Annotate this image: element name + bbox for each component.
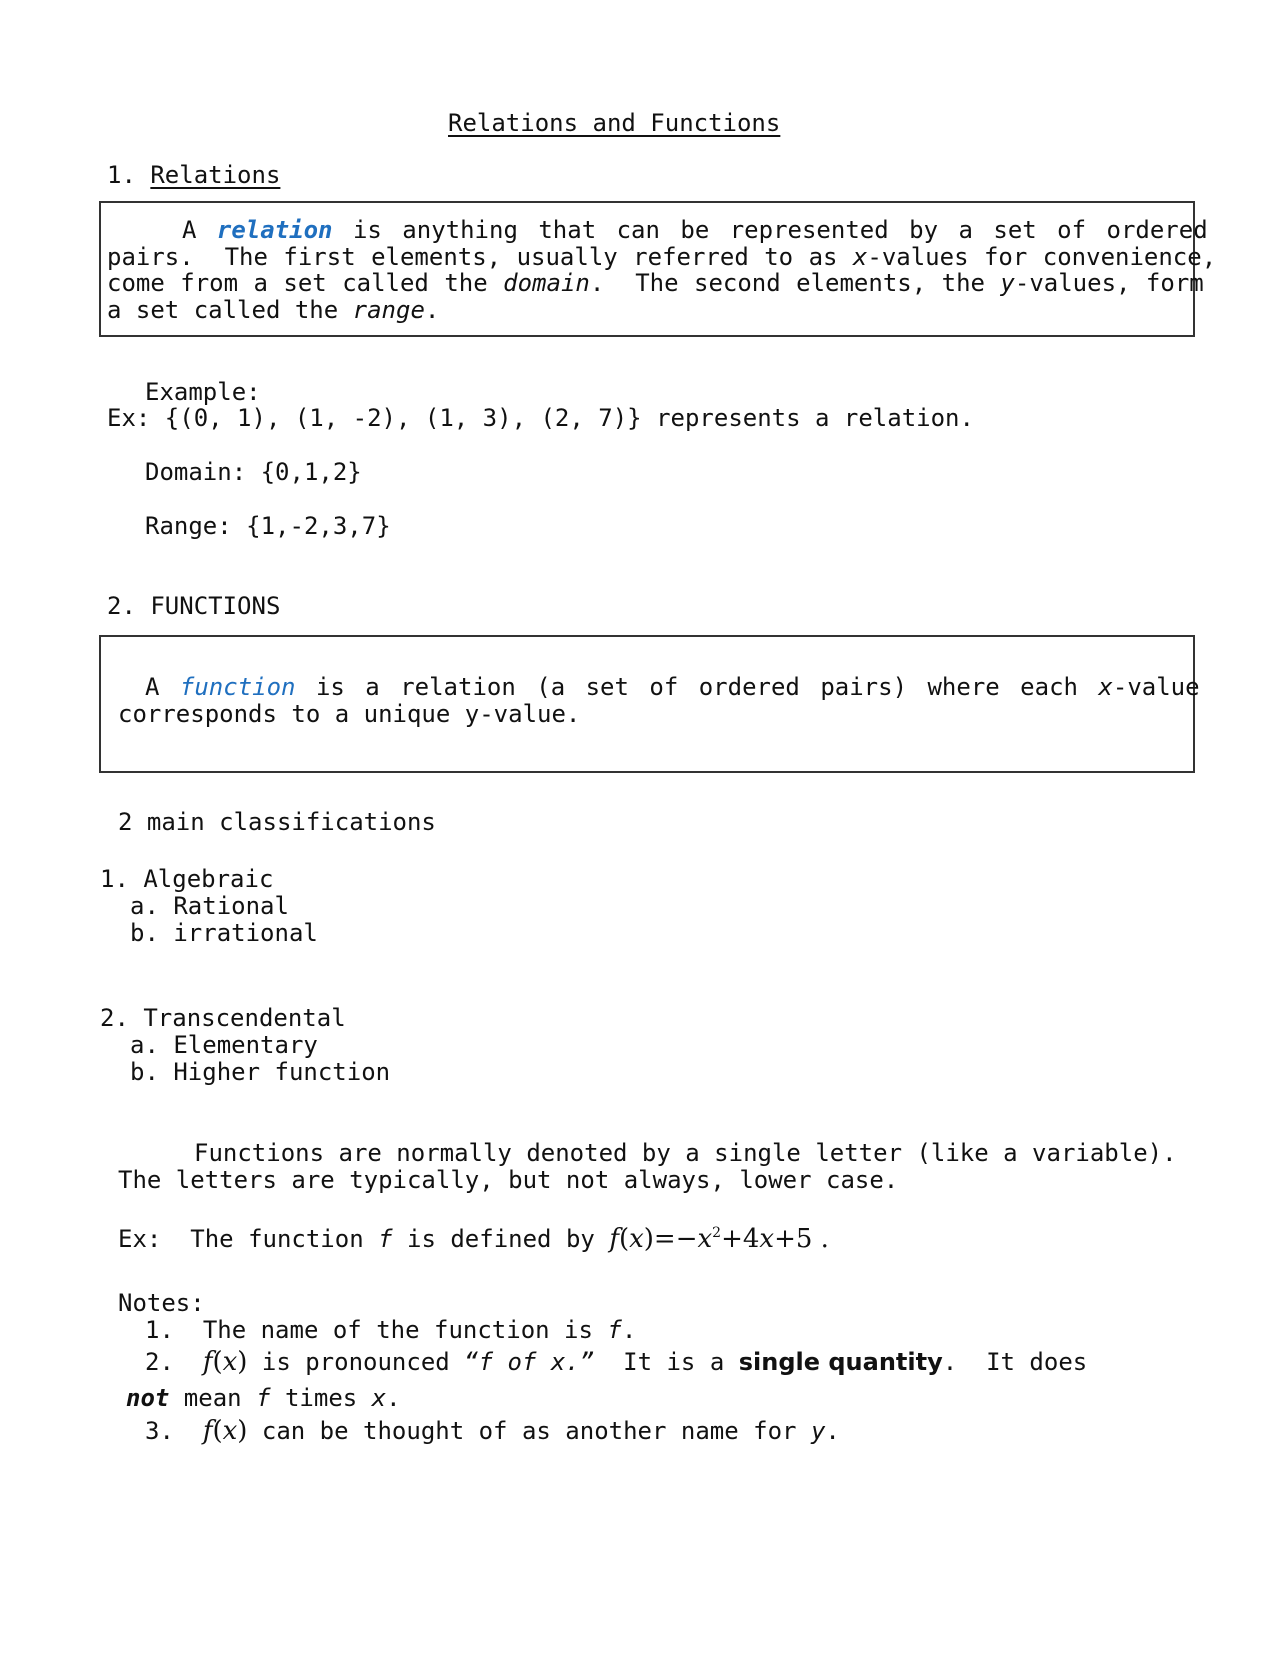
formula-x2: x: [697, 1224, 713, 1254]
relation-y-var: y: [1000, 269, 1015, 297]
note-2-text-a: is pronounced: [247, 1348, 465, 1376]
formula-rparen: ): [643, 1224, 654, 1254]
ex2-formula: [609, 1224, 829, 1254]
note-3-period: .: [825, 1417, 840, 1445]
note-2-x: x: [222, 1347, 238, 1377]
note-3-lparen: (: [212, 1416, 223, 1446]
relation-line-3-a: come from a set called the: [107, 269, 504, 297]
note-1-f: f: [607, 1316, 622, 1344]
note-3-number: 3.: [145, 1417, 174, 1445]
formula-plus-4: +4: [721, 1224, 760, 1254]
class-algebraic: 1. Algebraic: [100, 865, 274, 893]
note-2-bold: single quantity: [738, 1348, 943, 1376]
note-2-fx: [203, 1347, 248, 1377]
note-2-f: f: [202, 1347, 213, 1377]
relation-line-3-c: -values, form: [1014, 269, 1204, 297]
example-statement: Ex: {(0, 1), (1, -2), (1, 3), (2, 7)} represents a relation.: [107, 404, 974, 432]
relation-line-1: [182, 218, 1208, 242]
section-2-number: 2.: [107, 592, 136, 620]
section-2-title: FUNCTIONS: [150, 592, 281, 620]
note-3-fx: [203, 1416, 248, 1446]
note-2-not: not: [126, 1384, 170, 1412]
function-line-1: [145, 675, 1200, 699]
note-3-rparen: ): [237, 1416, 248, 1446]
note-2-text-e: times: [270, 1384, 372, 1412]
class-irrational: b. irrational: [130, 919, 318, 947]
note-1-period: .: [621, 1316, 637, 1344]
denote-line-1: Functions are normally denoted by a single letter (like a variable).: [194, 1139, 1177, 1167]
note-2-period: .: [386, 1384, 401, 1412]
section-1-number: 1.: [107, 161, 136, 189]
relation-line-1-b: is anything that can be represented by a set of ordered: [332, 216, 1208, 244]
relation-line-2-b: -values for convenience,: [867, 243, 1217, 271]
note-2-line-1: [145, 1349, 1087, 1375]
formula-x3: x: [759, 1224, 775, 1254]
relation-x-var: x: [852, 243, 868, 271]
note-2-number: 2.: [145, 1348, 174, 1376]
note-1: [145, 1318, 636, 1342]
relation-line-4-a: a set called the: [107, 296, 353, 324]
example-label: Example:: [145, 378, 261, 406]
note-1-number: 1.: [145, 1316, 174, 1344]
function-line-1-b: is a relation (a set of ordered pairs) where each: [295, 673, 1099, 701]
function-line-1-a: A: [145, 673, 180, 701]
relation-line-4: [107, 298, 439, 322]
relation-range-term: range: [352, 296, 425, 324]
function-line-2: corresponds to a unique y-value.: [118, 700, 581, 728]
class-transcendental: 2. Transcendental: [100, 1004, 346, 1032]
relation-line-2-a: pairs. The first elements, usually referred to as: [107, 243, 853, 271]
formula-equals: =−: [653, 1224, 698, 1254]
function-term: function: [179, 673, 296, 701]
relation-line-3-b: . The second elements, the: [589, 269, 1001, 297]
formula-f: f: [609, 1224, 619, 1254]
formula-lparen: (: [618, 1224, 630, 1254]
note-2-quote: “f of x.”: [464, 1348, 595, 1376]
class-rational: a. Rational: [130, 892, 289, 920]
ex2-text-b: is defined by: [392, 1225, 610, 1253]
note-1-text: The name of the function is: [202, 1316, 608, 1344]
section-1-heading: [107, 163, 280, 187]
relation-line-3: [107, 271, 1204, 295]
notes-label: Notes:: [118, 1289, 205, 1317]
note-2-lparen: (: [212, 1347, 223, 1377]
note-3: [145, 1418, 840, 1444]
relation-line-4-b: .: [424, 296, 440, 324]
formula-plus-5: +5: [774, 1224, 813, 1254]
function-x-var: x: [1098, 673, 1113, 701]
note-2-f2: f: [256, 1384, 271, 1412]
denote-line-2: The letters are typically, but not always, lower case.: [118, 1166, 899, 1194]
note-2-line-2: [126, 1386, 401, 1410]
formula-x: x: [629, 1224, 644, 1254]
section-1-title: Relations: [150, 161, 281, 189]
page-title: Relations and Functions: [448, 109, 781, 137]
note-2-text-c: . It does: [942, 1348, 1088, 1376]
ex2-label: Ex:: [118, 1225, 162, 1253]
class-elementary: a. Elementary: [130, 1031, 318, 1059]
class-higher: b. Higher function: [130, 1058, 391, 1086]
note-2-rparen: ): [237, 1347, 248, 1377]
relation-term: relation: [216, 216, 333, 244]
classifications-heading: 2 main classifications: [118, 808, 436, 836]
example-domain: Domain: {0,1,2}: [145, 458, 362, 486]
relation-line-2: [107, 245, 1216, 269]
relation-domain-term: domain: [503, 269, 590, 297]
formula-exponent: 2: [712, 1225, 722, 1241]
section-2-heading: [107, 594, 280, 618]
note-3-f: f: [202, 1416, 213, 1446]
note-3-text: can be thought of as another name for: [247, 1417, 811, 1445]
ex2-text-a: The function: [190, 1225, 379, 1253]
example-range: Range: {1,-2,3,7}: [145, 512, 391, 540]
note-3-y: y: [810, 1417, 826, 1445]
note-2-x2: x: [371, 1384, 387, 1412]
note-2-text-b: It is a: [594, 1348, 739, 1376]
ex2-line: [118, 1226, 829, 1252]
relation-line-1-a: A: [182, 216, 217, 244]
note-3-x: x: [222, 1416, 238, 1446]
formula-period: .: [812, 1224, 829, 1254]
function-line-1-c: -value: [1112, 673, 1200, 701]
ex2-f: f: [378, 1225, 393, 1253]
note-2-text-d: mean: [169, 1384, 257, 1412]
